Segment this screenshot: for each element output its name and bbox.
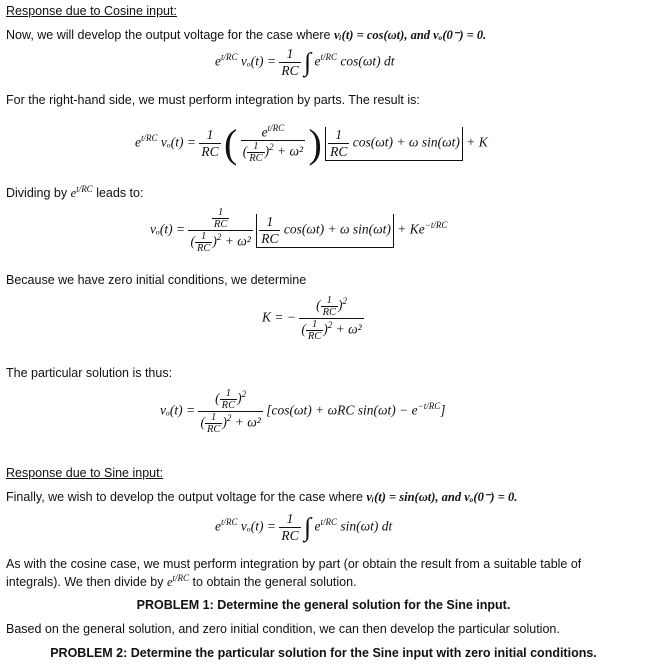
as-with-term-base: e (166, 575, 173, 590)
as-with-line-2-tail: to obtain the general solution. (192, 575, 357, 590)
eq5-num-frac-den: RC (221, 400, 236, 411)
divide-term-base: e (70, 186, 77, 201)
eq4-lhs: K = − (262, 309, 296, 325)
sin-eq-exp-base: e (215, 518, 221, 534)
eq1-frac-den: RC (281, 63, 299, 78)
eq4-omega-sq: + ω² (335, 321, 362, 337)
sin-eq-fraction (279, 511, 300, 544)
as-with-paragraph (6, 556, 626, 573)
eq4-den-frac (306, 319, 323, 342)
sine-intro (6, 489, 517, 505)
eq5-den-num: 1 (205, 412, 222, 424)
cosine-equation-5 (160, 388, 445, 435)
eq2-frac-den: RC (201, 144, 219, 159)
sin-eq-integral: ∫ (303, 512, 312, 542)
eq2-inner-frac (247, 141, 264, 164)
eq3-bracket-frac (259, 214, 280, 247)
divide-text-lead: Dividing by (6, 186, 68, 201)
eq1-rhs-tail: cos(ωt) dt (340, 53, 395, 69)
particular-text: The particular solution is thus: (6, 366, 173, 380)
sine-heading: Response due to Sine input: (6, 466, 164, 480)
eq2-exp: t/RC (141, 133, 158, 144)
eq3-k-exp: −t/RC (424, 220, 448, 231)
eq3-num-frac (212, 207, 229, 230)
eq4-num-sq: 2 (342, 296, 347, 307)
eq3-bracket (256, 214, 394, 248)
eq3-omega-sq: + ω² (224, 233, 251, 249)
parts-text: For the right-hand side, we must perform integration by parts. The result is: (6, 93, 420, 107)
sin-eq-rhs-tail: sin(ωt) dt (340, 518, 393, 534)
eq2-bracket (325, 127, 463, 161)
sine-intro-text: Finally, we wish to develop the output voltage for the case where (6, 490, 363, 504)
sin-eq-vo: vₒ(t) = (240, 518, 276, 534)
eq5-tail: [cos(ωt) + ωRC sin(ωt) − e (266, 402, 418, 418)
eq5-omega-sq: + ω² (234, 414, 261, 430)
eq5-num-frac-num: 1 (220, 388, 237, 400)
eq4-num-frac (321, 295, 338, 318)
eq2-main-num (241, 123, 305, 142)
eq2-bracket-num: 1 (328, 127, 349, 144)
as-with-line-2-lead: integrals). We then divide by (6, 575, 164, 590)
eq2-fraction-main (241, 123, 305, 165)
eq3-bracket-num: 1 (259, 214, 280, 231)
sin-eq-frac-den: RC (281, 528, 299, 543)
based-text: Based on the general solution, and zero initial condition, we can then develop the particular solution. (6, 622, 560, 636)
cosine-equation-1 (215, 46, 395, 79)
eq1-fraction (279, 46, 300, 79)
eq3-bracket-tail: cos(ωt) + ω sin(ωt) (283, 221, 391, 237)
eq2-inner-num: 1 (247, 141, 264, 153)
eq1-integral: ∫ (303, 47, 312, 77)
sine-equation (215, 511, 392, 544)
eq4-num-frac-den: RC (322, 307, 336, 318)
eq3-num-frac-num: 1 (212, 207, 229, 219)
sine-intro-condition: vᵢ(t) = sin(ωt), and vₒ(0⁻) = 0. (366, 490, 518, 504)
eq4-num-frac-num: 1 (321, 295, 338, 307)
eq3-num-frac-den: RC (213, 219, 228, 230)
eq2-rparen: ) (308, 121, 322, 166)
eq4-den: ( $\frac{1}{RC}$ )$^2$ + ω² (301, 319, 362, 342)
eq2-main-num-base: e (261, 124, 268, 140)
eq4-den-sq: 2 (327, 320, 333, 331)
divide-text (6, 184, 143, 201)
eq5-num: ( $\frac{1}{RC}$ )$^2$ (198, 388, 262, 412)
eq2-lparen: ( (223, 121, 238, 166)
as-with-line-1: As with the cosine case, we must perform integration by part (or obtain the result from a suitable table of (6, 557, 582, 571)
cosine-equation-4 (262, 295, 364, 342)
initial-text: Because we have zero initial conditions, we determine (6, 273, 307, 287)
eq5-exp: −t/RC (417, 401, 441, 412)
eq5-den-frac (205, 412, 222, 435)
eq2-omega-sq: + ω² (276, 143, 304, 159)
divide-term (71, 186, 93, 200)
eq5-close: ] (440, 402, 446, 418)
as-with-term (167, 575, 189, 589)
cosine-intro-condition: vᵢ(t) = cos(ωt), and vₒ(0⁻) = 0. (333, 28, 487, 42)
eq5-lhs: vₒ(t) = (160, 402, 196, 418)
eq2-exp-base: e (135, 134, 141, 150)
eq2-bracket-frac (328, 127, 349, 160)
eq5-num-frac (220, 388, 237, 411)
eq1-exp-base: e (215, 53, 221, 69)
sin-eq-rhs-base: e (314, 518, 321, 534)
eq5-den-den: RC (206, 424, 221, 435)
eq2-main-num-exp: t/RC (267, 122, 285, 133)
problem-1: PROBLEM 1: Determine the general solution for the Sine input. (136, 598, 511, 612)
eq3-den-frac (195, 231, 212, 254)
as-with-term-exp: t/RC (172, 573, 190, 583)
eq2-bracket-tail: cos(ωt) + ω sin(ωt) (352, 134, 460, 150)
eq3-k: + Ke (397, 221, 425, 237)
cosine-equation-3 (150, 207, 447, 254)
eq4-num: ( $\frac{1}{RC}$ )$^2$ (299, 295, 363, 319)
eq2-bracket-den: RC (330, 143, 348, 159)
sin-eq-frac-num: 1 (279, 511, 300, 528)
eq3-den-num: 1 (195, 231, 212, 243)
problem-2: PROBLEM 2: Determine the particular solution for the Sine input with zero initial conditions. (50, 646, 597, 660)
eq2-sq: 2 (269, 142, 274, 153)
eq5-fraction (198, 388, 262, 435)
eq3-den: ( $\frac{1}{RC}$ )$^2$ + ω² (190, 231, 251, 254)
cosine-intro (6, 27, 486, 43)
sin-eq-rhs-exp: t/RC (320, 517, 337, 528)
eq3-fraction (188, 207, 252, 254)
eq4-fraction (299, 295, 363, 342)
sin-eq-exp: t/RC (221, 517, 238, 528)
eq5-den-sq: 2 (226, 413, 232, 424)
eq1-vo: vₒ(t) = (240, 53, 276, 69)
eq1-frac-num: 1 (279, 46, 300, 63)
eq1-exp: t/RC (221, 52, 238, 63)
eq2-frac-num: 1 (199, 127, 220, 144)
eq5-num-sq: 2 (241, 389, 247, 400)
divide-text-tail: leads to: (96, 186, 144, 201)
eq3-bracket-den: RC (261, 230, 279, 246)
cosine-equation-2 (135, 120, 488, 167)
eq4-den-den: RC (307, 331, 322, 342)
cosine-heading: Response due to Cosine input: (6, 4, 177, 18)
eq5-den: ( $\frac{1}{RC}$ )$^2$ + ω² (200, 412, 261, 435)
eq2-fraction-1rc (199, 127, 220, 160)
cosine-intro-text: Now, we will develop the output voltage for the case where (6, 28, 331, 42)
eq3-sq: 2 (216, 232, 222, 243)
divide-term-exp: t/RC (76, 184, 93, 194)
as-with-line-2 (6, 573, 357, 590)
eq2-k: + K (466, 134, 488, 150)
eq4-den-num: 1 (306, 319, 323, 331)
eq2-vo: vₒ(t) = (160, 134, 196, 150)
eq1-rhs-base: e (314, 53, 321, 69)
eq3-num (188, 207, 252, 231)
eq2-main-den: ( $\frac{1}{RC}$ )$^2$ + ω² (242, 141, 304, 165)
eq3-den-den: RC (196, 243, 211, 254)
eq3-lhs: vₒ(t) = (150, 221, 186, 237)
eq1-rhs-exp: t/RC (320, 52, 337, 63)
eq2-inner-den: RC (249, 153, 263, 165)
